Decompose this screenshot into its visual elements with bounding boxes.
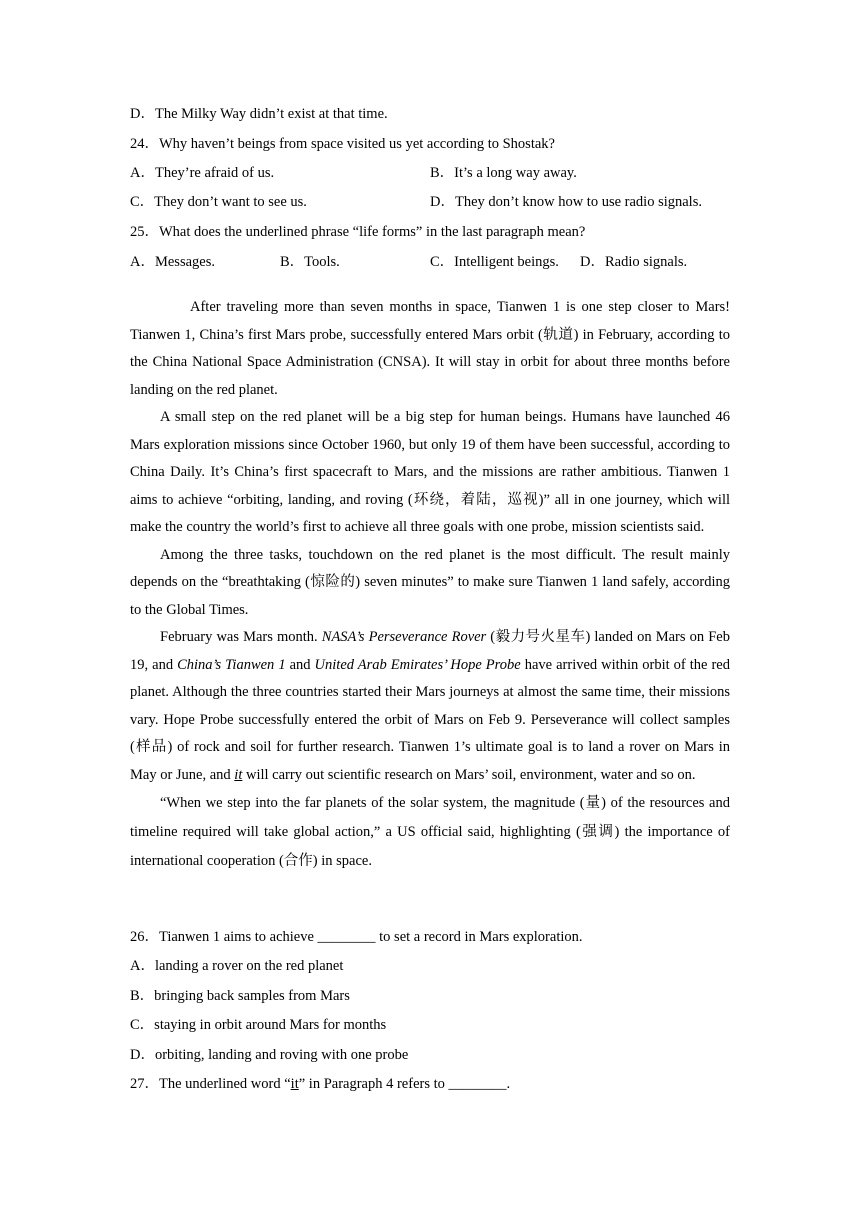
q24-option-d: D．They don’t know how to use radio signals. [430,194,702,210]
q26-option-b: B．bringing back samples from Mars [130,988,350,1004]
q26-option-d: D．orbiting, landing and roving with one probe [130,1047,409,1063]
q23-option-d: D．The Milky Way didn’t exist at that time. [130,106,388,122]
q24-option-a: A．They’re afraid of us. [130,165,275,181]
q27-stem [130,1074,510,1094]
p4-text-b: (毅力号火星车) landed on Mars on Feb 19, and [130,629,730,673]
p4-tianwen-name: China’s Tianwen 1 [177,656,286,673]
passage-paragraph-5: “When we step into the far planets of the solar system, the magnitude (量) of the resources and timeline required will take global action,” a US official said, highlighting (强调) the importance of international cooperation (合作) in space. [130,795,730,869]
passage-paragraph-4 [130,624,730,789]
q26-option-a: A．landing a rover on the red planet [130,958,344,974]
q26-stem: 26．Tianwen 1 aims to achieve ________ to set a record in Mars exploration. [130,929,583,945]
q27-stem-a: 27．The underlined word “ [130,1076,291,1092]
q24-option-c: C．They don’t want to see us. [130,194,307,210]
q25-option-c: C．Intelligent beings. [430,254,559,270]
passage-paragraph-1: After traveling more than seven months in space, Tianwen 1 is one step closer to Mars! Tianwen 1, China’s first Mars probe, successfully entered Mars orbit (轨道) in February, according to the China National Space Administration (CNSA). It will stay in orbit for about three months before landing on the red planet. [130,299,730,398]
passage-paragraph-3: Among the three tasks, touchdown on the red planet is the most difficult. The result mainly depends on the “breathtaking (惊险的) seven minutes” to make sure Tianwen 1 land safely, according to the Global Times. [130,546,730,618]
q24-option-b: B．It’s a long way away. [430,165,577,181]
q27-stem-b: ” in Paragraph 4 refers to ________. [298,1076,511,1092]
p4-text-c: and [285,656,315,673]
q24-stem: 24．Why haven’t beings from space visited us yet according to Shostak? [130,136,555,152]
p4-rover-name: NASA’s Perseverance Rover [321,629,487,645]
q25-option-a: A．Messages. [130,254,215,270]
reading-passage [130,294,730,876]
q26-option-c: C．staying in orbit around Mars for months [130,1017,387,1033]
q27-underlined-it: it [290,1076,299,1092]
q25-option-b: B．Tools. [280,254,340,270]
p4-text-d: have arrived within orbit of the red planet. Although the three countries started their Mars journeys at almost the same time, their missions vary. Hope Probe successfully entered the orbit of Mars on Feb 9. Perseverance will collect samples (样品) of rock and soil for further research. Tianwen 1’s ultimate goal is to land a rover on Mars in May or June, and [130,656,730,783]
p4-underlined-it: it [234,766,243,783]
p4-text-e: will carry out scientific research on Mars’ soil, environment, water and so on. [242,766,696,783]
p4-hope-name: United Arab Emirates’ Hope Probe [314,656,521,673]
passage-paragraph-2: A small step on the red planet will be a big step for human beings. Humans have launched 46 Mars exploration missions since October 1960, but only 19 of them have been successful, according to China Daily. It’s China’s first spacecraft to Mars, and the missions are rather ambitious. Tianwen 1 aims to achieve “orbiting, landing, and roving (环绕，着陆，巡视)” all in one journey, which will make the country the world’s first to achieve all three goals with one probe, mission scientists said. [130,409,730,535]
p4-text-a: February was Mars month. [160,629,322,645]
q25-stem: 25．What does the underlined phrase “life forms” in the last paragraph mean? [130,224,586,240]
q25-option-d: D．Radio signals. [580,254,688,270]
